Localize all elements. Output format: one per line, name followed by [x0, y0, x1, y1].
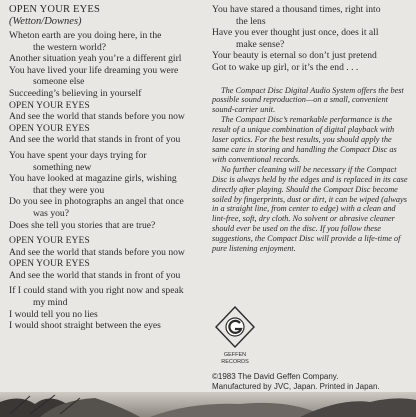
lyric-line: OPEN YOUR EYES [9, 99, 90, 111]
cd-note-paragraph: No further cleaning will be necessary if the Compact Disc is always held by the edges and is replaced in its case directly after playing. Should the Compact Disc become soiled by fingerprints, dust or dirt, it can be wiped (always in a straight line, from center to edge) with a clean and lint-free, soft, dry cloth. No solvent or abrasive cleaner should ever be used on the disc. If you follow these suggestions, the Compact Disc will provide a life-time of pure listening enjoyment. [212, 164, 408, 254]
lyric-line: make sense? [236, 38, 285, 50]
lyric-line: And see the world that stands before you now [9, 111, 185, 123]
cd-note-paragraph: The Compact Disc’s remarkable performance is the result of a unique combination of digital playback with laser optics. For the best results, you should apply the same care in storing and handling the Compact Disc as with conventional records. [212, 115, 397, 164]
lyric-line: OPEN YOUR EYES [9, 122, 90, 134]
lyric-line: OPEN YOUR EYES [9, 235, 90, 247]
lyric-line: Do you see in photographs an angel that once [9, 196, 184, 208]
lyric-line: And see the world that stands before you now [9, 246, 185, 258]
lyric-line: If I could stand with you right now and speak [9, 285, 184, 297]
copyright-line-1: ©1983 The David Geffen Company. [212, 372, 339, 381]
lyrics-left [9, 30, 205, 332]
lyric-line: that they were you [33, 184, 105, 196]
copyright [212, 372, 380, 392]
copyright-line-2: Manufactured by JVC, Japan. Printed in Japan. [212, 382, 380, 391]
cd-note-paragraph: The Compact Disc Digital Audio System offers the best possible sound reproduction—on a small, convenient sound-carrier unit. [212, 85, 404, 115]
lyric-line: Your beauty is eternal so don’t just pretend [212, 50, 377, 62]
tropical-photo-strip [0, 392, 416, 417]
svg-text:GEFFEN: GEFFEN [223, 352, 247, 358]
lyric-line: the western world? [33, 41, 106, 53]
lyric-line: And see the world that stands in front of you [9, 269, 181, 281]
lyric-line: You have spent your days trying for [9, 149, 147, 161]
lyric-line: my mind [33, 297, 68, 309]
lyric-line: the lens [236, 15, 266, 27]
geffen-records-logo-icon [214, 305, 256, 367]
lyrics-column-right [212, 4, 408, 254]
lyric-line: OPEN YOUR EYES [9, 258, 90, 270]
lyric-line: Have you ever thought just once, does it all [212, 27, 379, 39]
lyrics-right [212, 4, 408, 74]
lyrics-column-left [9, 4, 205, 332]
song-credits: (Wetton/Downes) [9, 16, 82, 27]
song-title: OPEN YOUR EYES [9, 4, 101, 15]
lyric-line: You have stared a thousand times, right into [212, 4, 381, 15]
lyric-line: I would shoot straight between the eyes [9, 320, 161, 332]
lyric-line: something new [33, 161, 92, 173]
lyric-line: And see the world that stands in front of you [9, 134, 181, 146]
lyric-line: Another situation yeah you’re a different girl [9, 53, 182, 65]
lyric-line: was you? [33, 207, 69, 219]
lyric-line: You have looked at magazine girls, wishing [9, 173, 177, 185]
lyric-line: someone else [33, 76, 85, 88]
svg-text:RECORDS: RECORDS [221, 359, 249, 365]
lyric-line: Succeeding’s believing in yourself [9, 87, 142, 99]
lyric-line: Does she tell you stories that are true? [9, 219, 156, 231]
lyric-line: Wheton earth are you doing here, in the [9, 30, 162, 41]
geffen-logo [214, 305, 256, 372]
compact-disc-note [212, 86, 408, 254]
lyric-line: You have lived your life dreaming you were [9, 64, 179, 76]
lyric-line: I would tell you no lies [9, 308, 98, 320]
lyric-line: Got to wake up girl, or it’s the end . . . [212, 61, 359, 73]
